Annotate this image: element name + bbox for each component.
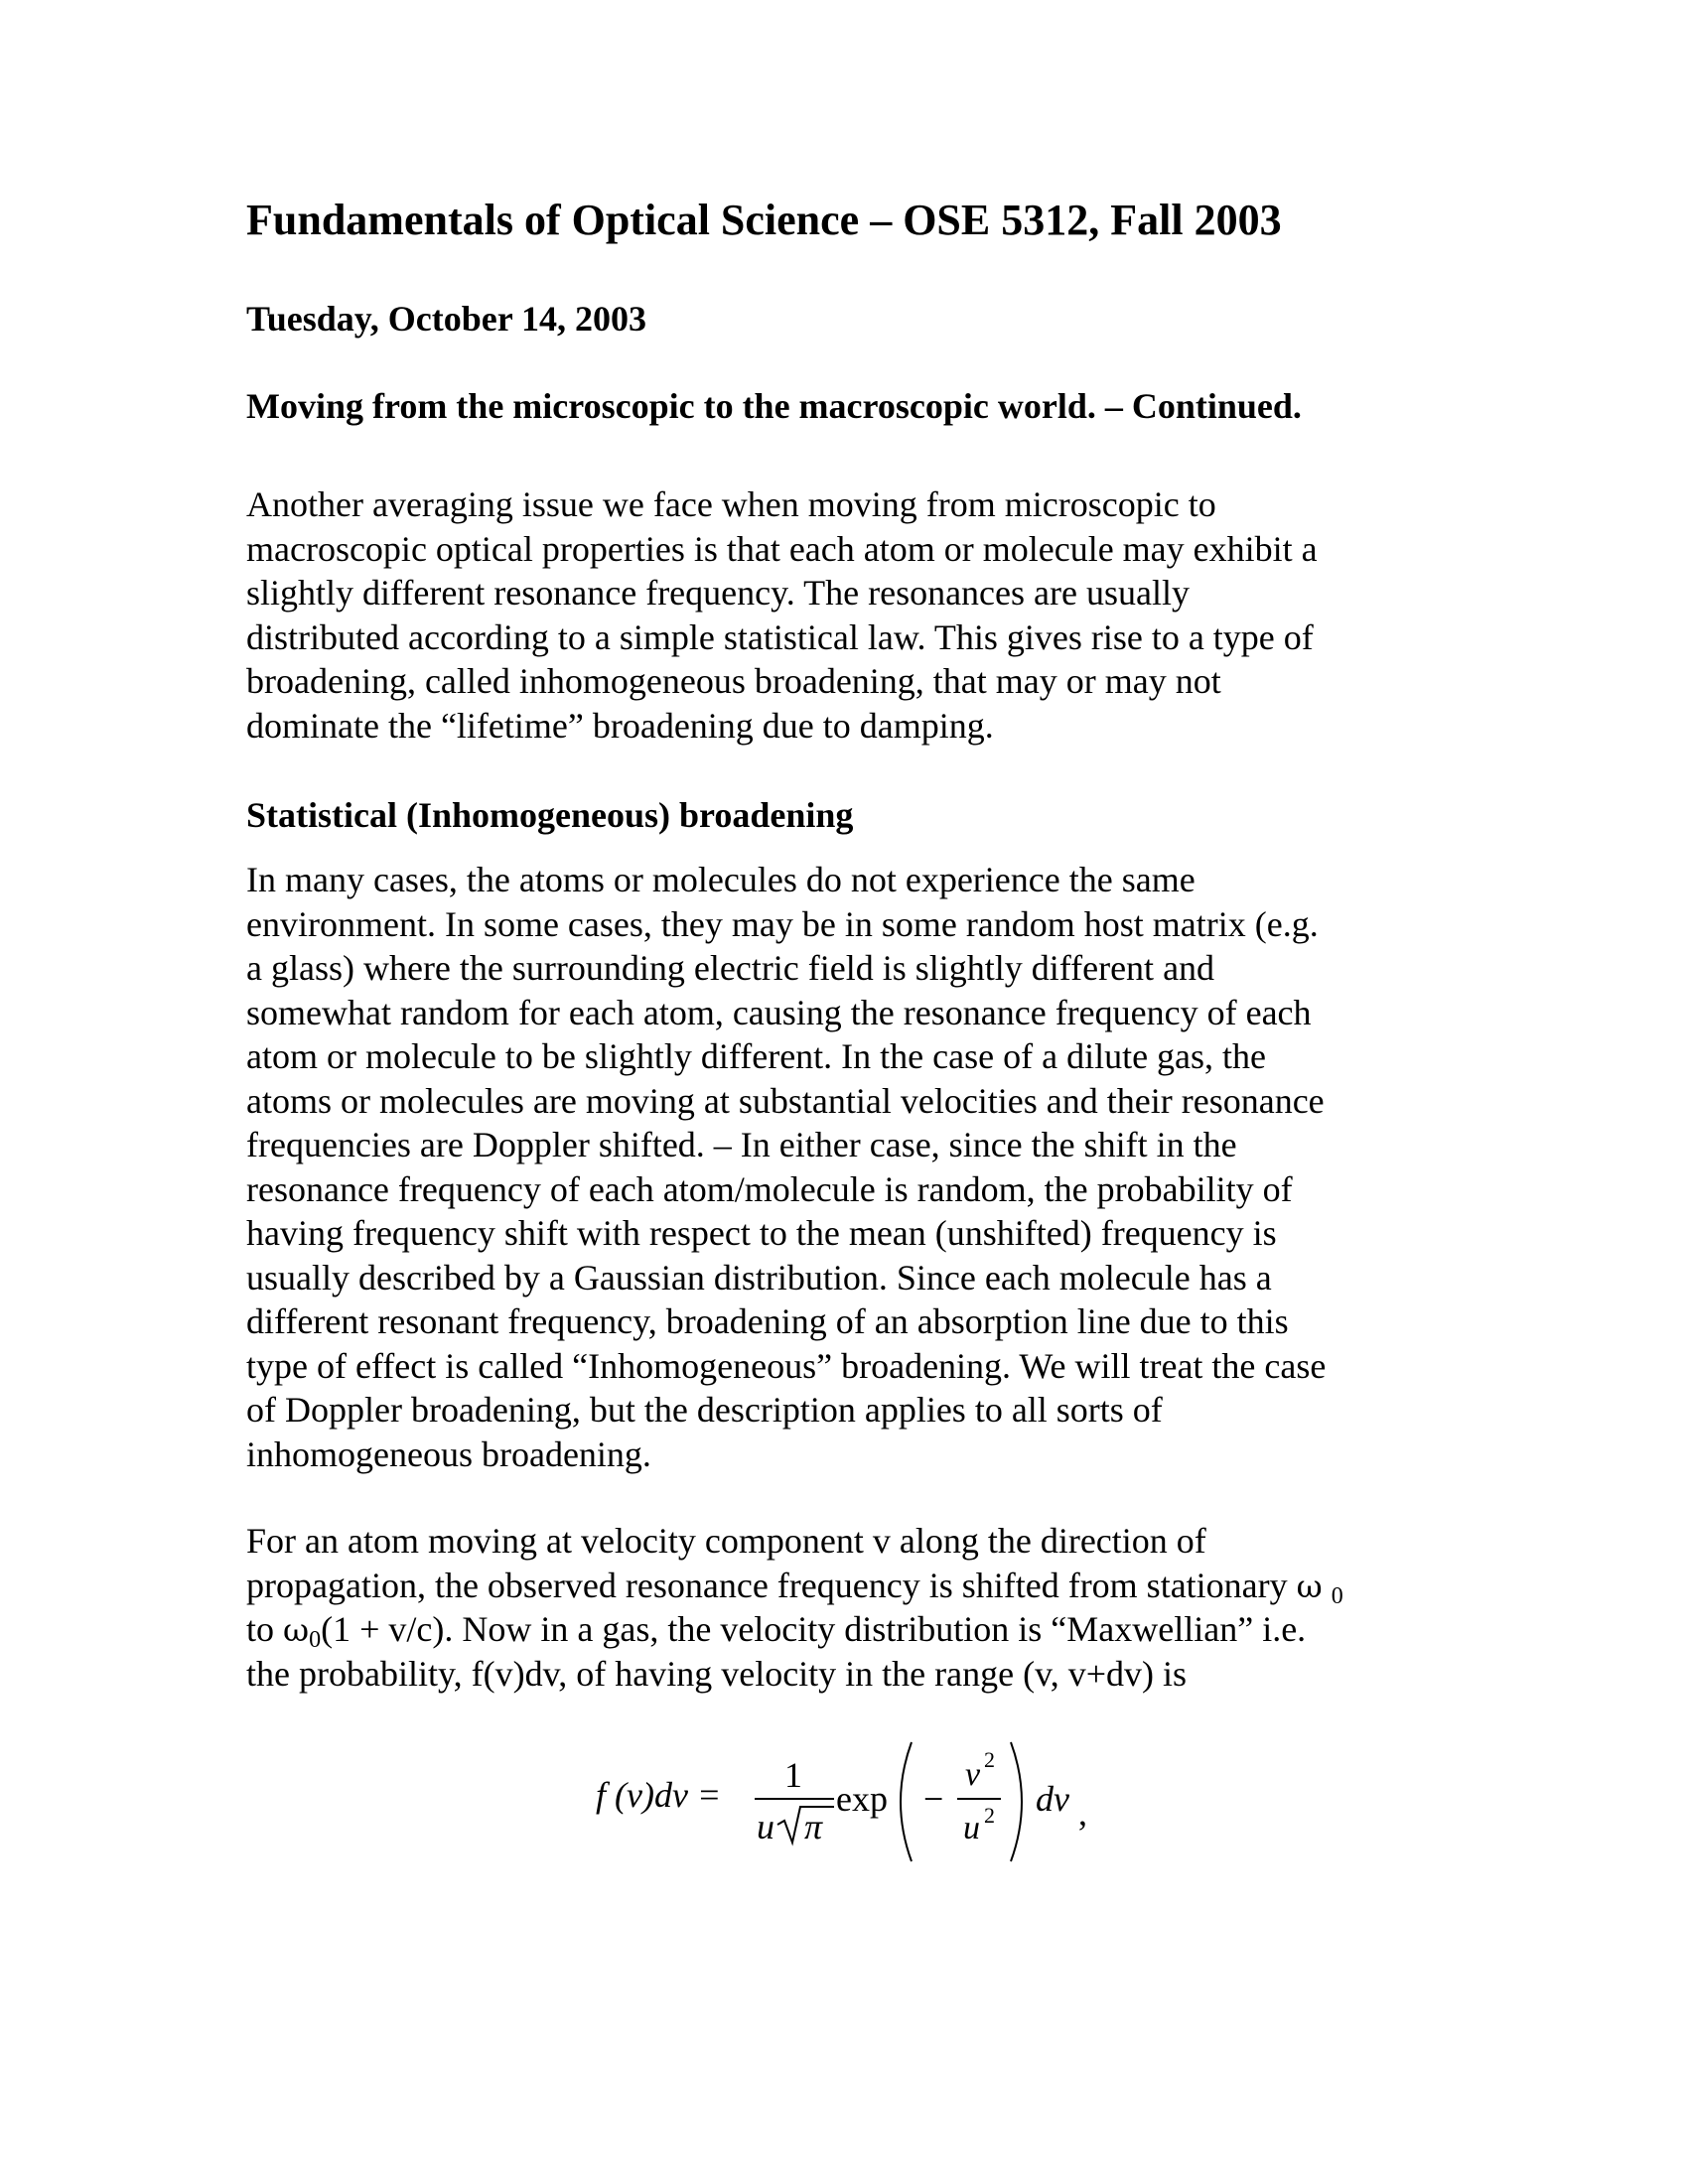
paragraph-line: slightly different resonance frequency. The resonances are usually bbox=[246, 573, 1190, 613]
equation-minus: − bbox=[923, 1779, 944, 1819]
paragraph-line: environment. In some cases, they may be in some random host matrix (e.g. bbox=[246, 903, 1319, 944]
paragraph-line: somewhat random for each atom, causing the resonance frequency of each bbox=[246, 992, 1312, 1032]
line-text: propagation, the observed resonance frequency is shifted from stationary bbox=[246, 1565, 1297, 1605]
equation-denominator-u: u bbox=[757, 1807, 774, 1846]
paragraph-line: dominate the “lifetime” broadening due to damping. bbox=[246, 705, 994, 746]
equation-power: 2 bbox=[984, 1803, 995, 1828]
section-heading-continued: Moving from the microscopic to the macroscopic world. – Continued. bbox=[246, 386, 1302, 426]
document-title: Fundamentals of Optical Science – OSE 5312, Fall 2003 bbox=[246, 196, 1282, 244]
paragraph-line: usually described by a Gaussian distribution. Since each molecule has a bbox=[246, 1257, 1272, 1297]
paragraph-line: In many cases, the atoms or molecules do not experience the same bbox=[246, 860, 1196, 899]
paragraph-doppler-velocity bbox=[246, 1519, 1343, 1696]
paragraph-line: the probability, f(v)dv, of having velocity in the range (v, v+dv) is bbox=[246, 1653, 1188, 1694]
paragraph-line: frequencies are Doppler shifted. – In either case, since the shift in the bbox=[246, 1125, 1237, 1164]
lecture-date: Tuesday, October 14, 2003 bbox=[246, 299, 647, 339]
omega-subscript: 0 bbox=[309, 1627, 322, 1653]
paragraph-line: distributed according to a simple statistical law. This gives rise to a type of bbox=[246, 616, 1314, 657]
omega-symbol: ω bbox=[283, 1611, 310, 1649]
equation-v: v bbox=[965, 1756, 981, 1793]
equation-numerator: 1 bbox=[784, 1755, 802, 1795]
omega-symbol: ω bbox=[1296, 1567, 1323, 1605]
line-text: to bbox=[246, 1609, 284, 1649]
paragraph-line: resonance frequency of each atom/molecule is random, the probability of bbox=[246, 1168, 1293, 1209]
equation-exp: exp bbox=[836, 1779, 888, 1819]
paragraph-line: of Doppler broadening, but the description applies to all sorts of bbox=[246, 1390, 1163, 1430]
paragraph-line: macroscopic optical properties is that each atom or molecule may exhibit a bbox=[246, 528, 1318, 569]
right-paren bbox=[1011, 1742, 1022, 1861]
paragraph-line: atom or molecule to be slightly different. In the case of a dilute gas, the bbox=[246, 1036, 1267, 1076]
paragraph-line: having frequency shift with respect to the mean (unshifted) frequency is bbox=[246, 1213, 1277, 1253]
paragraph-line: a glass) where the surrounding electric field is slightly different and bbox=[246, 948, 1215, 988]
paragraph-line: atoms or molecules are moving at substantial velocities and their resonance bbox=[246, 1080, 1325, 1121]
paragraph-statistical-broadening bbox=[246, 858, 1326, 1476]
equation-u: u bbox=[963, 1810, 980, 1846]
equation-dv: dv bbox=[1036, 1779, 1069, 1819]
omega-subscript: 0 bbox=[1331, 1582, 1343, 1609]
equation-denominator-pi: π bbox=[804, 1807, 823, 1846]
equation-power: 2 bbox=[984, 1747, 995, 1772]
equation-comma: , bbox=[1078, 1793, 1087, 1833]
paragraph-line: inhomogeneous broadening. bbox=[246, 1433, 651, 1474]
paragraph-line bbox=[246, 1564, 1343, 1608]
section-heading-statistical-broadening: Statistical (Inhomogeneous) broadening bbox=[246, 795, 854, 835]
equation-graphic bbox=[596, 1727, 1092, 1876]
paragraph-line: Another averaging issue we face when moving from microscopic to bbox=[246, 484, 1216, 524]
paragraph-line: different resonant frequency, broadening of an absorption line due to this bbox=[246, 1301, 1289, 1341]
paragraph-averaging-issue bbox=[246, 482, 1318, 748]
paragraph-line: For an atom moving at velocity component v along the direction of bbox=[246, 1521, 1206, 1561]
maxwellian-equation bbox=[596, 1727, 1092, 1876]
paragraph-line bbox=[246, 1607, 1343, 1652]
paragraph-line: broadening, called inhomogeneous broadening, that may or may not bbox=[246, 661, 1221, 701]
line-text: (1 + v/c). Now in a gas, the velocity distribution is “Maxwellian” i.e. bbox=[321, 1609, 1307, 1649]
paragraph-line: type of effect is called “Inhomogeneous” broadening. We will treat the case bbox=[246, 1345, 1327, 1386]
equation-lhs: f (v)dv = bbox=[596, 1775, 722, 1815]
left-paren bbox=[901, 1742, 912, 1861]
